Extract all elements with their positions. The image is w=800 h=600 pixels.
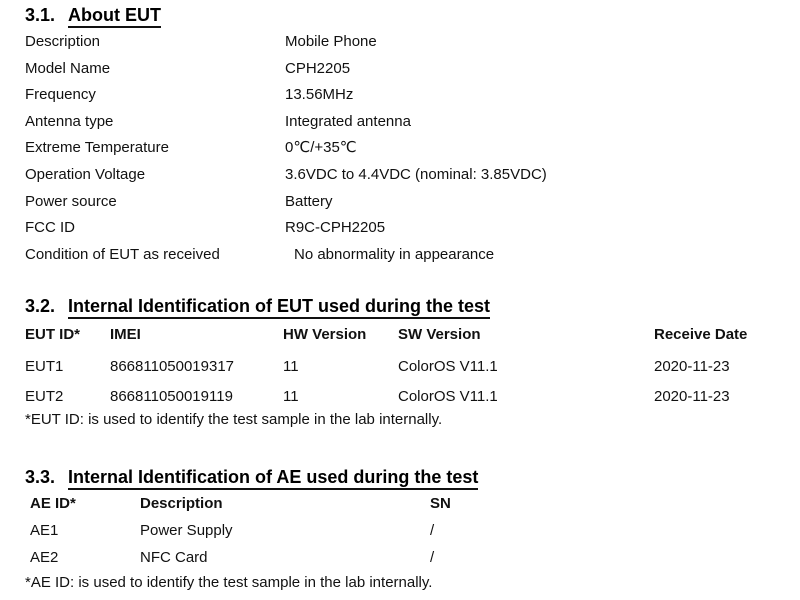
field-value: No abnormality in appearance	[294, 245, 495, 263]
cell-ae-id: AE1	[30, 522, 59, 540]
column-header-description: Description	[140, 495, 223, 513]
cell-sn: /	[430, 522, 435, 540]
ae-id-footnote: *AE ID: is used to identify the test sample in the lab internally.	[25, 574, 433, 592]
cell-hw-version: 11	[283, 388, 299, 406]
field-row-extreme-temperature	[25, 135, 790, 162]
section-title: Internal Identification of AE used during the test	[68, 467, 478, 490]
field-label: Model Name	[25, 59, 111, 77]
ae-table-header-row	[30, 494, 790, 514]
cell-sn: /	[430, 549, 435, 567]
section-eut-identification	[25, 295, 790, 430]
column-header-hw-version: HW Version	[283, 326, 367, 344]
field-label: Description	[25, 33, 101, 50]
eut-table-row	[25, 387, 790, 407]
field-label: Extreme Temperature	[25, 139, 169, 157]
field-value: R9C-CPH2205	[285, 219, 386, 237]
field-label: Operation Voltage	[25, 165, 146, 183]
field-label: Condition of EUT as received	[25, 245, 220, 263]
field-label: FCC ID	[25, 219, 75, 237]
column-header-sn: SN	[430, 495, 451, 513]
eut-id-footnote: *EUT ID: is used to identify the test sample in the lab internally.	[25, 411, 443, 429]
ae-table-row	[30, 521, 790, 541]
cell-eut-id: EUT2	[25, 388, 64, 406]
cell-receive-date: 2020-11-23	[654, 358, 730, 376]
section-3-1-heading	[25, 4, 790, 26]
section-number: 3.2.	[25, 296, 56, 317]
field-value: CPH2205	[285, 59, 351, 77]
field-value: Integrated antenna	[285, 112, 411, 130]
cell-eut-id: EUT1	[25, 358, 64, 376]
field-row-condition-of-eut	[25, 242, 790, 269]
field-row-frequency	[25, 82, 790, 109]
cell-description: Power Supply	[140, 522, 233, 540]
field-value: 3.6VDC to 4.4VDC (nominal: 3.85VDC)	[285, 165, 547, 183]
cell-imei: 866811050019119	[110, 388, 233, 406]
field-value: Mobile Phone	[285, 33, 377, 50]
section-ae-identification	[25, 466, 790, 593]
section-about-eut	[25, 4, 790, 268]
ae-table-row	[30, 548, 790, 568]
column-header-imei: IMEI	[110, 326, 141, 344]
section-title: About EUT	[68, 5, 161, 28]
section-3-2-heading	[25, 295, 790, 317]
ae-table	[30, 494, 790, 568]
field-row-operation-voltage	[25, 162, 790, 189]
field-label: Power source	[25, 192, 117, 210]
field-label: Frequency	[25, 86, 96, 104]
section-title: Internal Identification of EUT used during the test	[68, 296, 490, 319]
eut-table-row	[25, 357, 790, 377]
column-header-eut-id: EUT ID*	[25, 326, 81, 344]
cell-imei: 866811050019317	[110, 358, 235, 376]
column-header-sw-version: SW Version	[398, 326, 481, 344]
field-value: 13.56MHz	[285, 86, 354, 104]
field-value: Battery	[285, 192, 333, 210]
field-row-model-name	[25, 56, 790, 83]
cell-sw-version: ColorOS V11.1	[398, 358, 498, 376]
field-row-description	[25, 29, 790, 56]
cell-ae-id: AE2	[30, 549, 59, 567]
field-row-fcc-id	[25, 215, 790, 242]
section-number: 3.3.	[25, 467, 56, 488]
section-3-3-heading	[25, 466, 790, 488]
eut-table-header-row	[25, 325, 790, 345]
field-row-power-source	[25, 189, 790, 216]
field-value: 0℃/+35℃	[285, 139, 357, 157]
field-label: Antenna type	[25, 112, 114, 130]
cell-description: NFC Card	[140, 549, 208, 567]
cell-receive-date: 2020-11-23	[654, 388, 730, 406]
cell-hw-version: 11	[283, 358, 299, 376]
column-header-receive-date: Receive Date	[654, 326, 748, 344]
cell-sw-version: ColorOS V11.1	[398, 388, 498, 406]
field-row-antenna-type	[25, 109, 790, 136]
column-header-ae-id: AE ID*	[30, 495, 76, 513]
section-number: 3.1.	[25, 5, 56, 25]
